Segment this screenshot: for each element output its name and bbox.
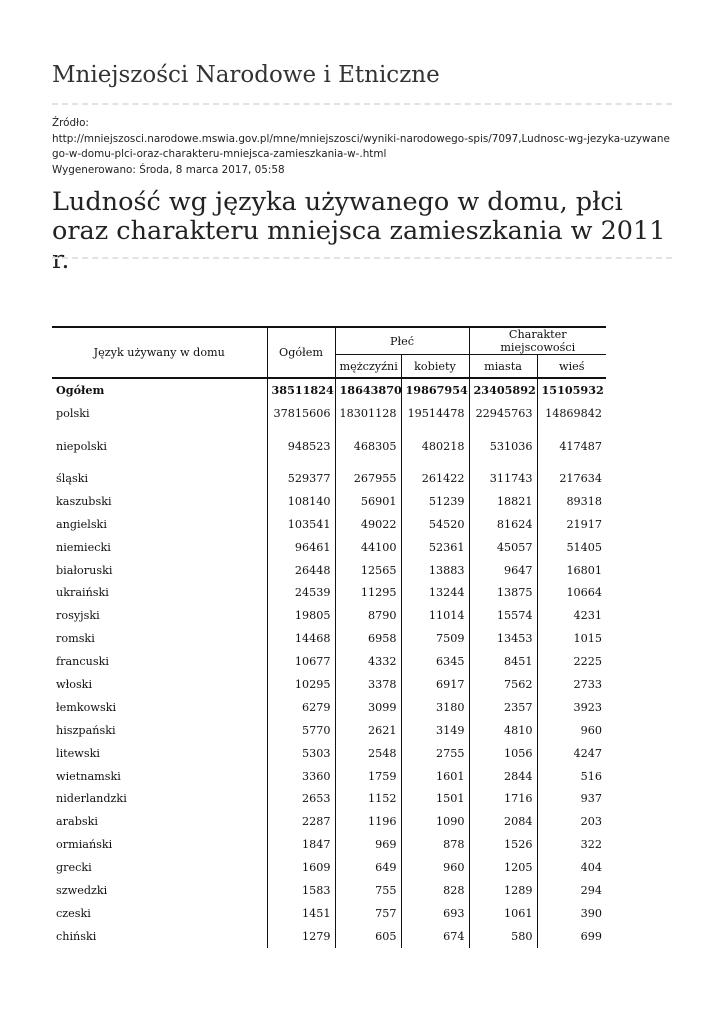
cell-women: 54520 [401, 513, 469, 536]
cell-rural: 203 [537, 810, 606, 833]
cell-men: 1196 [335, 810, 401, 833]
header-sex: Płeć [335, 327, 469, 355]
cell-men: 2621 [335, 719, 401, 742]
cell-rural: 217634 [537, 467, 606, 490]
cell-total: 10295 [267, 673, 335, 696]
cell-women: 6345 [401, 650, 469, 673]
table-row [52, 490, 606, 513]
table-row [52, 696, 606, 719]
cell-total: 37815606 [267, 401, 335, 425]
data-table [52, 326, 606, 948]
cell-language: niderlandzki [56, 792, 127, 806]
header-urban: miasta [469, 355, 537, 379]
cell-language: litewski [56, 746, 100, 760]
table-row [52, 559, 606, 582]
header-men: mężczyźni [335, 355, 401, 379]
cell-urban: 4810 [469, 719, 537, 742]
cell-rural: 390 [537, 902, 606, 925]
cell-women: 11014 [401, 604, 469, 627]
cell-women: 2755 [401, 742, 469, 765]
cell-urban: 13453 [469, 627, 537, 650]
table-row [52, 833, 606, 856]
cell-urban: 18821 [469, 490, 537, 513]
cell-urban: 15574 [469, 604, 537, 627]
cell-men: 605 [335, 925, 401, 948]
site-title: Mniejszości Narodowe i Etniczne [52, 62, 440, 88]
cell-language: arabski [56, 815, 98, 829]
cell-women: 674 [401, 925, 469, 948]
divider [52, 257, 672, 259]
cell-men: 44100 [335, 536, 401, 559]
cell-language: polski [56, 406, 90, 420]
cell-language: angielski [56, 517, 107, 531]
cell-men: 18643870 [335, 378, 401, 401]
cell-language: niemiecki [56, 540, 111, 554]
cell-men: 56901 [335, 490, 401, 513]
table-row [52, 879, 606, 902]
cell-rural: 1015 [537, 627, 606, 650]
cell-women: 52361 [401, 536, 469, 559]
cell-rural: 3923 [537, 696, 606, 719]
cell-men: 1759 [335, 765, 401, 788]
cell-women: 51239 [401, 490, 469, 513]
cell-urban: 22945763 [469, 401, 537, 425]
cell-men: 3099 [335, 696, 401, 719]
cell-women: 19867954 [401, 378, 469, 401]
cell-women: 960 [401, 856, 469, 879]
cell-urban: 1289 [469, 879, 537, 902]
source-url-line-2: go-w-domu-plci-oraz-charakteru-mniejsca-zamieszkania-w-.html [52, 148, 387, 160]
divider [52, 103, 672, 105]
cell-men: 267955 [335, 467, 401, 490]
cell-men: 11295 [335, 581, 401, 604]
cell-women: 7509 [401, 627, 469, 650]
cell-total: 1451 [267, 902, 335, 925]
table-row [52, 925, 606, 948]
cell-rural: 21917 [537, 513, 606, 536]
cell-men: 755 [335, 879, 401, 902]
cell-women: 480218 [401, 425, 469, 467]
cell-urban: 7562 [469, 673, 537, 696]
cell-total: 6279 [267, 696, 335, 719]
cell-rural: 417487 [537, 425, 606, 467]
cell-total: 19805 [267, 604, 335, 627]
cell-language: włoski [56, 677, 93, 691]
cell-urban: 2084 [469, 810, 537, 833]
cell-total: 529377 [267, 467, 335, 490]
cell-total: 26448 [267, 559, 335, 582]
table-row [52, 581, 606, 604]
cell-women: 1090 [401, 810, 469, 833]
table-row [52, 627, 606, 650]
table-row [52, 467, 606, 490]
cell-men: 18301128 [335, 401, 401, 425]
cell-urban: 1061 [469, 902, 537, 925]
source-block [52, 116, 677, 178]
cell-language: białoruski [56, 563, 113, 577]
cell-language: romski [56, 632, 95, 646]
cell-men: 649 [335, 856, 401, 879]
cell-urban: 580 [469, 925, 537, 948]
cell-language: łemkowski [56, 700, 117, 714]
cell-total: 14468 [267, 627, 335, 650]
report-title: Ludność wg języka używanego w domu, płci oraz charakteru mniejsca zamieszkania w 2011 r. [52, 187, 666, 275]
cell-men: 49022 [335, 513, 401, 536]
cell-total: 3360 [267, 765, 335, 788]
cell-total: 1847 [267, 833, 335, 856]
cell-total: 5770 [267, 719, 335, 742]
cell-rural: 89318 [537, 490, 606, 513]
cell-total: 948523 [267, 425, 335, 467]
cell-rural: 699 [537, 925, 606, 948]
cell-language: czeski [56, 906, 91, 920]
cell-men: 2548 [335, 742, 401, 765]
table-row [52, 765, 606, 788]
cell-rural: 960 [537, 719, 606, 742]
cell-urban: 81624 [469, 513, 537, 536]
cell-total: 108140 [267, 490, 335, 513]
cell-rural: 2225 [537, 650, 606, 673]
table-row [52, 810, 606, 833]
header-language: Język używany w domu [52, 327, 267, 378]
cell-rural: 937 [537, 787, 606, 810]
cell-rural: 16801 [537, 559, 606, 582]
cell-women: 693 [401, 902, 469, 925]
header-locality: Charakter miejscowości [469, 327, 606, 355]
source-url-line-1: http://mniejszosci.narodowe.mswia.gov.pl/mne/mniejszosci/wyniki-narodowego-spis/7097,Ludnosc-wg-jezyka-uzywane [52, 132, 670, 145]
cell-urban: 45057 [469, 536, 537, 559]
cell-language: francuski [56, 655, 109, 669]
table-row [52, 401, 606, 425]
cell-urban: 1526 [469, 833, 537, 856]
header-rural: wieś [537, 355, 606, 379]
cell-men: 12565 [335, 559, 401, 582]
cell-urban: 311743 [469, 467, 537, 490]
cell-men: 1152 [335, 787, 401, 810]
table-row [52, 856, 606, 879]
cell-total: 1583 [267, 879, 335, 902]
cell-urban: 1716 [469, 787, 537, 810]
cell-rural: 4231 [537, 604, 606, 627]
table-body [52, 378, 606, 948]
table-row [52, 719, 606, 742]
cell-language: ormiański [56, 838, 113, 852]
cell-language: śląski [56, 471, 89, 485]
cell-language: wietnamski [56, 769, 121, 783]
cell-language: rosyjski [56, 609, 100, 623]
table-row [52, 902, 606, 925]
table-row [52, 604, 606, 627]
cell-language: Ogółem [56, 383, 105, 397]
cell-women: 13883 [401, 559, 469, 582]
cell-rural: 294 [537, 879, 606, 902]
cell-language: grecki [56, 861, 92, 875]
cell-urban: 2844 [469, 765, 537, 788]
cell-men: 468305 [335, 425, 401, 467]
cell-language: chiński [56, 929, 97, 943]
cell-women: 3149 [401, 719, 469, 742]
cell-rural: 14869842 [537, 401, 606, 425]
cell-total: 38511824 [267, 378, 335, 401]
generated-date: Wygenerowano: Środa, 8 marca 2017, 05:58 [52, 163, 285, 176]
cell-rural: 10664 [537, 581, 606, 604]
cell-men: 8790 [335, 604, 401, 627]
cell-men: 6958 [335, 627, 401, 650]
cell-men: 969 [335, 833, 401, 856]
cell-women: 878 [401, 833, 469, 856]
cell-total: 10677 [267, 650, 335, 673]
cell-women: 1501 [401, 787, 469, 810]
cell-language: niepolski [56, 439, 107, 453]
cell-total: 5303 [267, 742, 335, 765]
cell-total: 103541 [267, 513, 335, 536]
cell-total: 2653 [267, 787, 335, 810]
table-row [52, 650, 606, 673]
cell-rural: 2733 [537, 673, 606, 696]
cell-women: 261422 [401, 467, 469, 490]
cell-urban: 8451 [469, 650, 537, 673]
cell-men: 4332 [335, 650, 401, 673]
cell-urban: 1205 [469, 856, 537, 879]
cell-rural: 404 [537, 856, 606, 879]
cell-women: 3180 [401, 696, 469, 719]
cell-women: 19514478 [401, 401, 469, 425]
cell-total: 24539 [267, 581, 335, 604]
cell-total: 1609 [267, 856, 335, 879]
cell-language: hiszpański [56, 723, 116, 737]
cell-urban: 531036 [469, 425, 537, 467]
cell-total: 1279 [267, 925, 335, 948]
header-total: Ogółem [267, 327, 335, 378]
table-row [52, 513, 606, 536]
cell-men: 757 [335, 902, 401, 925]
table-row [52, 425, 606, 467]
source-label: Źródło: [52, 117, 89, 129]
cell-urban: 13875 [469, 581, 537, 604]
cell-language: szwedzki [56, 883, 108, 897]
cell-language: kaszubski [56, 494, 112, 508]
cell-rural: 51405 [537, 536, 606, 559]
cell-rural: 4247 [537, 742, 606, 765]
cell-women: 13244 [401, 581, 469, 604]
table-row [52, 673, 606, 696]
table-row [52, 787, 606, 810]
cell-total: 96461 [267, 536, 335, 559]
table-row [52, 536, 606, 559]
cell-rural: 516 [537, 765, 606, 788]
cell-rural: 15105932 [537, 378, 606, 401]
cell-language: ukraiński [56, 586, 109, 600]
cell-women: 1601 [401, 765, 469, 788]
cell-urban: 1056 [469, 742, 537, 765]
table-row [52, 742, 606, 765]
cell-total: 2287 [267, 810, 335, 833]
cell-women: 828 [401, 879, 469, 902]
cell-urban: 23405892 [469, 378, 537, 401]
table-row [52, 378, 606, 401]
cell-urban: 2357 [469, 696, 537, 719]
cell-rural: 322 [537, 833, 606, 856]
cell-urban: 9647 [469, 559, 537, 582]
cell-men: 3378 [335, 673, 401, 696]
header-women: kobiety [401, 355, 469, 379]
cell-women: 6917 [401, 673, 469, 696]
